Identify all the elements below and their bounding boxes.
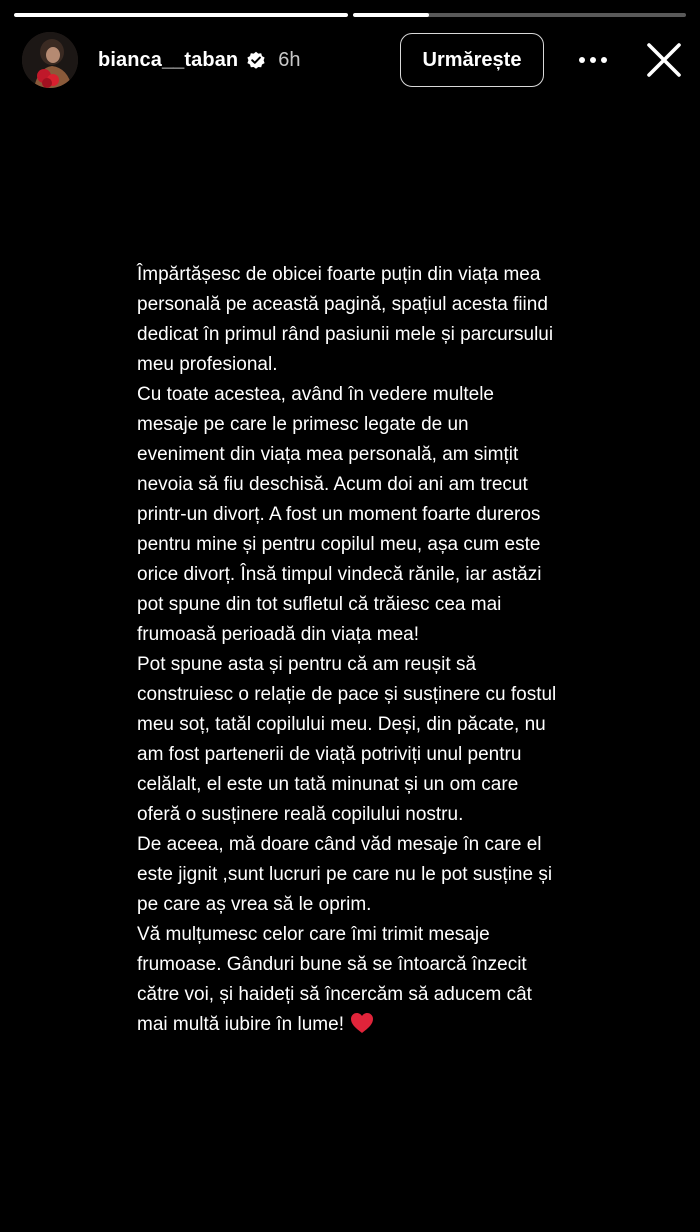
story-text-line-content: nevoia să fiu deschisă. Acum doi ani am trecut: [137, 474, 528, 495]
more-horizontal-icon[interactable]: [576, 43, 610, 77]
story-text-line-content: mai multă iubire în lume!: [137, 1014, 344, 1035]
follow-button[interactable]: Urmărește: [400, 33, 544, 87]
story-text-body: [137, 260, 587, 1040]
story-text-line-content: meu soț, tatăl copilului meu. Deși, din păcate, nu: [137, 714, 546, 735]
story-text-line: [137, 320, 587, 350]
story-text-line-content: De aceea, mă doare când văd mesaje în care el: [137, 834, 542, 855]
story-text-line: [137, 1010, 587, 1040]
story-text-line-content: pot spune din tot sufletul că trăiesc cea mai: [137, 594, 502, 615]
story-text-line-content: Pot spune asta și pentru că am reușit să: [137, 654, 477, 675]
story-text-line: [137, 740, 587, 770]
story-text-line: [137, 350, 587, 380]
story-text-line-content: către voi, și haideți să încercăm să aducem cât: [137, 984, 532, 1005]
avatar-image: [22, 32, 78, 88]
story-text-line-content: personală pe această pagină, spațiul acesta fiind: [137, 294, 548, 315]
story-text-line: [137, 440, 587, 470]
story-text-line: [137, 980, 587, 1010]
progress-segment-fill: [14, 13, 348, 17]
story-text-line: [137, 410, 587, 440]
progress-segment: [353, 13, 687, 17]
story-header: [22, 30, 686, 90]
story-text-line-content: construiesc o relație de pace și susținere cu fostul: [137, 684, 557, 705]
story-text-line: [137, 290, 587, 320]
story-text-line-content: am fost partenerii de viață potriviți unul pentru: [137, 744, 522, 765]
story-text-line: [137, 380, 587, 410]
story-text-line-content: pe care aș vrea să le oprim.: [137, 894, 372, 915]
close-icon[interactable]: [644, 40, 684, 80]
story-text-line: [137, 560, 587, 590]
post-time: 6h: [278, 48, 301, 71]
story-text-line-content: dedicat în primul rând pasiunii mele și parcursului: [137, 324, 554, 345]
story-text-line: [137, 590, 587, 620]
story-text-line-content: Vă mulțumesc celor care îmi trimit mesaje: [137, 924, 490, 945]
story-text-line-content: este jignit ,sunt lucruri pe care nu le pot susține și: [137, 864, 553, 885]
story-text-line-content: Împărtășesc de obicei foarte puțin din viața mea: [137, 264, 541, 285]
story-text-line-content: orice divorț. Însă timpul vindecă rănile, iar astăzi: [137, 564, 542, 585]
username[interactable]: bianca__taban: [98, 48, 239, 71]
story-text-line: [137, 470, 587, 500]
story-text-line: [137, 830, 587, 860]
story-text-line: [137, 950, 587, 980]
story-text-line: [137, 710, 587, 740]
story-progress-bar: [14, 13, 686, 17]
story-text-line: [137, 770, 587, 800]
story-text-line-content: pentru mine și pentru copilul meu, așa cum este: [137, 534, 541, 555]
story-text-line-content: Cu toate acestea, având în vedere multele: [137, 384, 495, 405]
story-text-line: [137, 650, 587, 680]
story-text-line-content: oferă o susținere reală copilului nostru.: [137, 804, 464, 825]
story-text-line: [137, 860, 587, 890]
story-text-line: [137, 260, 587, 290]
story-text-line-content: mesaje pe care le primesc legate de un: [137, 414, 469, 435]
story-text-line-content: celălalt, el este un tată minunat și un om care: [137, 774, 519, 795]
story-text-line-content: printr-un divorț. A fost un moment foarte dureros: [137, 504, 541, 525]
progress-segment: [14, 13, 348, 17]
story-text-line: [137, 530, 587, 560]
verified-badge-icon: [246, 50, 266, 70]
story-text-line: [137, 920, 587, 950]
story-text-line: [137, 500, 587, 530]
story-text-line-content: eveniment din viața mea personală, am simțit: [137, 444, 519, 465]
story-text-line: [137, 620, 587, 650]
story-text-line-content: frumoase. Gânduri bune să se întoarcă înzecit: [137, 954, 527, 975]
story-text-line: [137, 680, 587, 710]
story-text-line-content: meu profesional.: [137, 354, 278, 375]
red-heart-icon: [350, 1012, 374, 1034]
progress-segment-fill: [353, 13, 430, 17]
story-text-line-content: frumoasă perioadă din viața mea!: [137, 624, 419, 645]
avatar[interactable]: [22, 32, 78, 88]
story-text-line: [137, 890, 587, 920]
story-text-line: [137, 800, 587, 830]
